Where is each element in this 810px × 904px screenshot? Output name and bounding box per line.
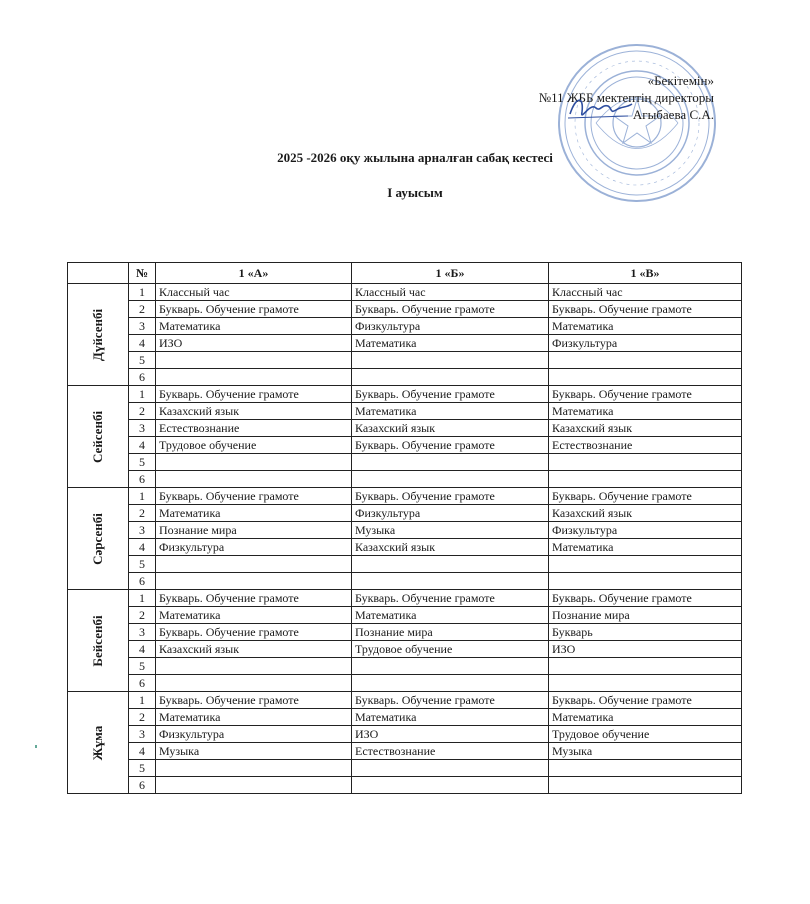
day-name: Сәрсенбі	[90, 512, 105, 565]
class-1a-lesson	[156, 675, 352, 692]
class-1v-lesson: ИЗО	[549, 641, 742, 658]
class-1b-lesson: Математика	[352, 335, 549, 352]
table-row	[68, 301, 742, 318]
class-1v-lesson: Математика	[549, 709, 742, 726]
class-1v-lesson	[549, 454, 742, 471]
class-1b-lesson: Букварь. Обучение грамоте	[352, 692, 549, 709]
class-1v-lesson: Букварь. Обучение грамоте	[549, 590, 742, 607]
lesson-number: 3	[129, 522, 156, 539]
class-1v-lesson	[549, 658, 742, 675]
lesson-number: 2	[129, 403, 156, 420]
header-class-1v: 1 «В»	[549, 263, 742, 284]
class-1a-lesson	[156, 369, 352, 386]
table-row	[68, 675, 742, 692]
class-1v-lesson	[549, 760, 742, 777]
class-1v-lesson: Букварь. Обучение грамоте	[549, 386, 742, 403]
lesson-number: 5	[129, 352, 156, 369]
header-class-1a: 1 «А»	[156, 263, 352, 284]
class-1a-lesson: Букварь. Обучение грамоте	[156, 488, 352, 505]
class-1a-lesson: Букварь. Обучение грамоте	[156, 590, 352, 607]
shift-label: І ауысым	[387, 185, 443, 200]
lesson-number: 6	[129, 777, 156, 794]
class-1b-lesson: ИЗО	[352, 726, 549, 743]
class-1a-lesson: ИЗО	[156, 335, 352, 352]
class-1b-lesson	[352, 352, 549, 369]
class-1b-lesson: Букварь. Обучение грамоте	[352, 301, 549, 318]
schedule-table	[67, 262, 742, 794]
class-1b-lesson	[352, 556, 549, 573]
lesson-number: 4	[129, 743, 156, 760]
lesson-number: 1	[129, 284, 156, 301]
class-1b-lesson: Букварь. Обучение грамоте	[352, 488, 549, 505]
lesson-number: 4	[129, 641, 156, 658]
lesson-number: 2	[129, 301, 156, 318]
table-row	[68, 488, 742, 505]
class-1b-lesson: Музыка	[352, 522, 549, 539]
lesson-number: 3	[129, 624, 156, 641]
table-row	[68, 539, 742, 556]
class-1a-lesson: Букварь. Обучение грамоте	[156, 692, 352, 709]
schedule-title: 2025 -2026 оқу жылына арналған сабақ кестесі	[277, 150, 553, 165]
class-1b-lesson	[352, 777, 549, 794]
lesson-number: 3	[129, 420, 156, 437]
class-1b-lesson	[352, 454, 549, 471]
class-1a-lesson: Музыка	[156, 743, 352, 760]
class-1b-lesson: Физкультура	[352, 318, 549, 335]
class-1b-lesson: Естествознание	[352, 743, 549, 760]
table-row	[68, 624, 742, 641]
director-signature-icon	[566, 92, 636, 126]
header-number: №	[129, 263, 156, 284]
table-row	[68, 726, 742, 743]
day-cell	[68, 590, 129, 692]
class-1v-lesson: Естествознание	[549, 437, 742, 454]
approval-director-name: Агыбаева С.А.	[632, 107, 714, 122]
class-1v-lesson: Математика	[549, 539, 742, 556]
class-1a-lesson	[156, 760, 352, 777]
class-1a-lesson: Букварь. Обучение грамоте	[156, 301, 352, 318]
class-1b-lesson	[352, 658, 549, 675]
header-day-cell	[68, 263, 129, 284]
class-1a-lesson: Казахский язык	[156, 641, 352, 658]
class-1v-lesson	[549, 471, 742, 488]
class-1v-lesson: Букварь. Обучение грамоте	[549, 692, 742, 709]
class-1a-lesson: Познание мира	[156, 522, 352, 539]
class-1b-lesson	[352, 573, 549, 590]
class-1v-lesson: Букварь. Обучение грамоте	[549, 301, 742, 318]
class-1v-lesson: Математика	[549, 318, 742, 335]
table-row	[68, 777, 742, 794]
table-row	[68, 641, 742, 658]
lesson-number: 5	[129, 556, 156, 573]
table-row	[68, 403, 742, 420]
table-row	[68, 709, 742, 726]
class-1a-lesson	[156, 658, 352, 675]
class-1b-lesson: Казахский язык	[352, 539, 549, 556]
table-row	[68, 590, 742, 607]
table-row	[68, 607, 742, 624]
class-1a-lesson: Букварь. Обучение грамоте	[156, 624, 352, 641]
table-row	[68, 437, 742, 454]
class-1v-lesson	[549, 352, 742, 369]
lesson-number: 1	[129, 488, 156, 505]
class-1b-lesson: Физкультура	[352, 505, 549, 522]
lesson-number: 5	[129, 454, 156, 471]
lesson-number: 3	[129, 318, 156, 335]
class-1a-lesson	[156, 573, 352, 590]
class-1b-lesson	[352, 760, 549, 777]
class-1a-lesson: Математика	[156, 318, 352, 335]
day-cell	[68, 488, 129, 590]
schedule-body	[68, 284, 742, 794]
class-1b-lesson: Трудовое обучение	[352, 641, 549, 658]
class-1v-lesson: Трудовое обучение	[549, 726, 742, 743]
class-1a-lesson	[156, 471, 352, 488]
class-1v-lesson: Классный час	[549, 284, 742, 301]
lesson-number: 2	[129, 505, 156, 522]
class-1a-lesson: Математика	[156, 607, 352, 624]
table-row	[68, 369, 742, 386]
class-1v-lesson	[549, 573, 742, 590]
class-1v-lesson	[549, 777, 742, 794]
lesson-number: 1	[129, 692, 156, 709]
class-1b-lesson: Познание мира	[352, 624, 549, 641]
class-1a-lesson: Математика	[156, 709, 352, 726]
class-1b-lesson: Казахский язык	[352, 420, 549, 437]
table-row	[68, 454, 742, 471]
table-row	[68, 471, 742, 488]
class-1v-lesson: Познание мира	[549, 607, 742, 624]
class-1b-lesson: Математика	[352, 709, 549, 726]
class-1v-lesson: Букварь. Обучение грамоте	[549, 488, 742, 505]
class-1v-lesson: Казахский язык	[549, 420, 742, 437]
class-1a-lesson: Физкультура	[156, 539, 352, 556]
table-row	[68, 284, 742, 301]
class-1a-lesson: Казахский язык	[156, 403, 352, 420]
lesson-number: 1	[129, 590, 156, 607]
table-row	[68, 522, 742, 539]
table-row	[68, 743, 742, 760]
class-1b-lesson: Букварь. Обучение грамоте	[352, 590, 549, 607]
class-1a-lesson	[156, 556, 352, 573]
table-row	[68, 658, 742, 675]
lesson-number: 5	[129, 658, 156, 675]
lesson-number: 6	[129, 675, 156, 692]
class-1b-lesson: Классный час	[352, 284, 549, 301]
class-1a-lesson: Букварь. Обучение грамоте	[156, 386, 352, 403]
approval-position: №11 ЖББ мектептің директоры	[538, 90, 714, 105]
class-1a-lesson: Физкультура	[156, 726, 352, 743]
lesson-number: 4	[129, 335, 156, 352]
class-1v-lesson: Музыка	[549, 743, 742, 760]
class-1b-lesson: Букварь. Обучение грамоте	[352, 437, 549, 454]
day-name: Бейсенбі	[90, 614, 105, 667]
lesson-number: 1	[129, 386, 156, 403]
class-1v-lesson: Физкультура	[549, 335, 742, 352]
lesson-number: 4	[129, 437, 156, 454]
table-row	[68, 386, 742, 403]
lesson-number: 6	[129, 573, 156, 590]
day-name: Дүйсенбі	[90, 308, 105, 361]
header-class-1b: 1 «Б»	[352, 263, 549, 284]
lesson-number: 2	[129, 607, 156, 624]
class-1b-lesson: Математика	[352, 607, 549, 624]
class-1a-lesson: Трудовое обучение	[156, 437, 352, 454]
table-row	[68, 573, 742, 590]
lesson-number: 4	[129, 539, 156, 556]
approval-heading: «Бекітемін»	[647, 73, 714, 88]
lesson-number: 2	[129, 709, 156, 726]
class-1v-lesson: Букварь	[549, 624, 742, 641]
class-1a-lesson	[156, 454, 352, 471]
table-row	[68, 760, 742, 777]
table-row	[68, 692, 742, 709]
table-row	[68, 505, 742, 522]
class-1v-lesson: Физкультура	[549, 522, 742, 539]
table-row	[68, 352, 742, 369]
day-cell	[68, 284, 129, 386]
class-1v-lesson	[549, 556, 742, 573]
lesson-number: 5	[129, 760, 156, 777]
class-1v-lesson	[549, 675, 742, 692]
class-1a-lesson: Естествознание	[156, 420, 352, 437]
day-name: Сейсенбі	[90, 410, 105, 463]
class-1v-lesson: Математика	[549, 403, 742, 420]
table-row	[68, 556, 742, 573]
table-row	[68, 335, 742, 352]
table-row	[68, 318, 742, 335]
day-cell	[68, 386, 129, 488]
table-row	[68, 420, 742, 437]
class-1b-lesson	[352, 369, 549, 386]
class-1a-lesson: Математика	[156, 505, 352, 522]
class-1b-lesson	[352, 471, 549, 488]
lesson-number: 3	[129, 726, 156, 743]
class-1b-lesson: Букварь. Обучение грамоте	[352, 386, 549, 403]
class-1v-lesson	[549, 369, 742, 386]
class-1a-lesson: Классный час	[156, 284, 352, 301]
lesson-number: 6	[129, 471, 156, 488]
lesson-number: 6	[129, 369, 156, 386]
scan-mark	[35, 745, 37, 748]
class-1v-lesson: Казахский язык	[549, 505, 742, 522]
class-1b-lesson: Математика	[352, 403, 549, 420]
class-1a-lesson	[156, 777, 352, 794]
class-1b-lesson	[352, 675, 549, 692]
day-name: Жұма	[90, 725, 105, 760]
table-header-row	[68, 263, 742, 284]
class-1a-lesson	[156, 352, 352, 369]
day-cell	[68, 692, 129, 794]
